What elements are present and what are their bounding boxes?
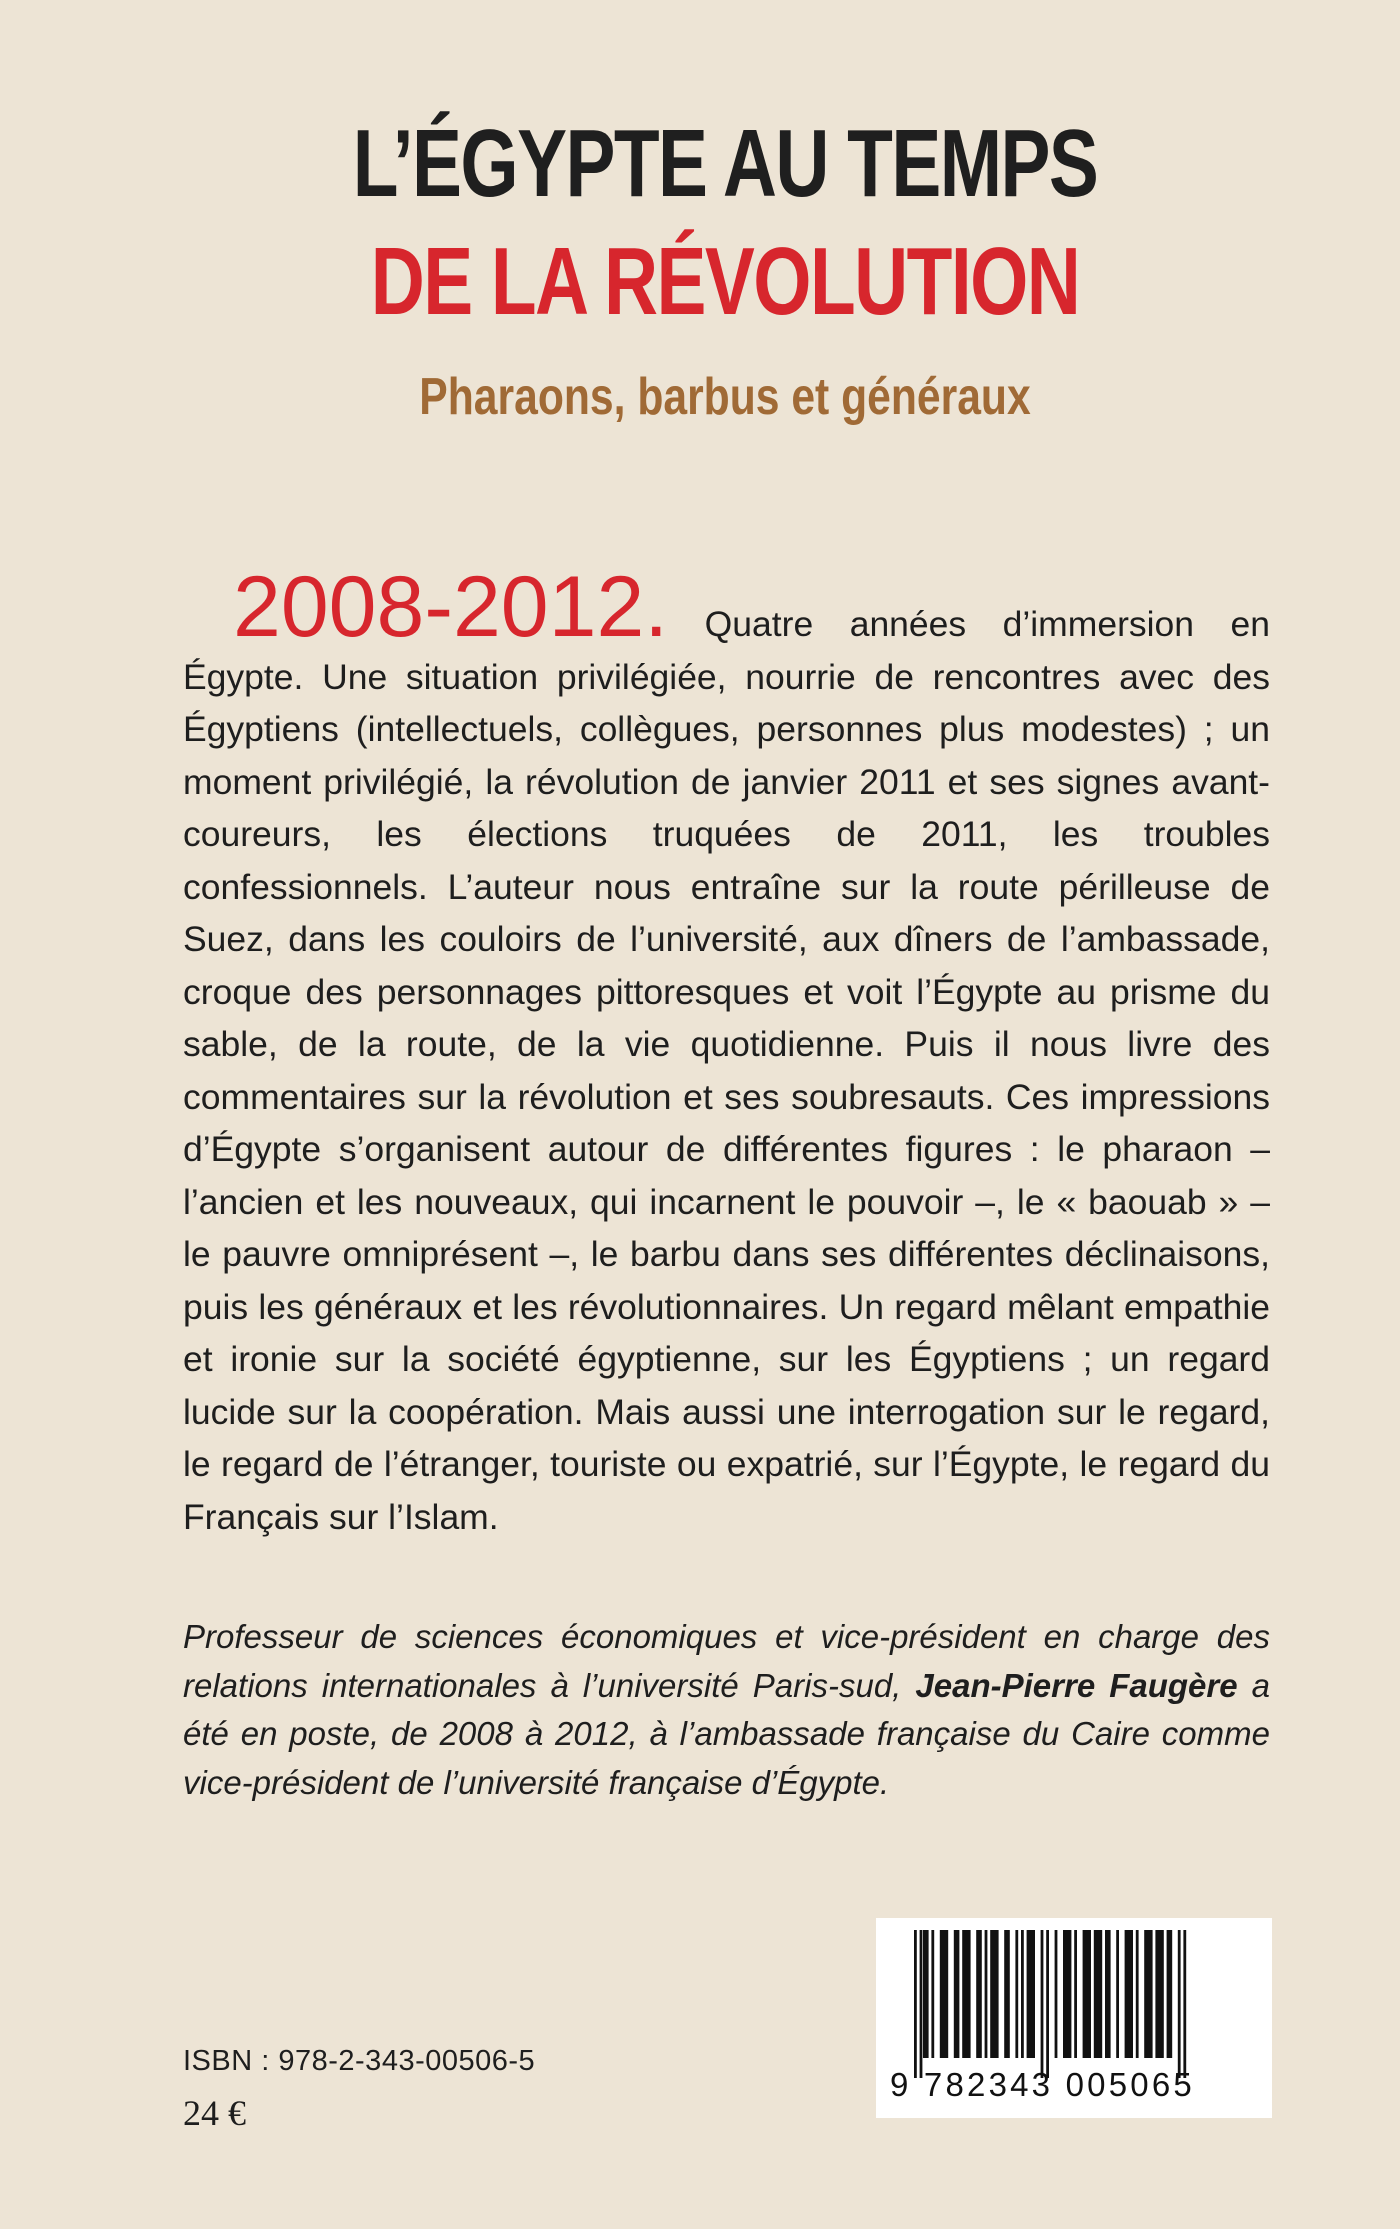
blurb-lead-year: 2008-2012. <box>233 559 669 655</box>
barcode-guard-bar <box>1183 1930 1186 2078</box>
barcode-bar <box>976 1930 982 2058</box>
barcode-guard-bar <box>914 1930 917 2078</box>
barcode-guard-bar <box>1178 1930 1181 2078</box>
author-bio <box>183 1613 1270 1807</box>
price: 24 € <box>183 2093 246 2133</box>
blurb-text: Quatre années d’immersion en Égypte. Une situation privilégiée, nourrie de rencontres avec des Égyptiens (intellectuels, collègues, personnes plus modestes) ; un moment privilégié, la révolution de janvier 2011 et ses signes avant-coureurs, les élections truquées de 2011, les troubles confessionnels. L’auteur nous entraîne sur la route périlleuse de Suez, dans les couloirs de l’université, aux dîners de l’ambassade, croque des personnages pittoresques et voit l’Égypte au prisme du sable, de la route, de la vie quotidienne. Puis il nous livre des commentaires sur la révolution et ses soubresauts. Ces impressions d’Égypte s’organisent autour de différentes figures : le pharaon – l’ancien et les nouveaux, qui incarnent le pouvoir –, le « baouab » – le pauvre omniprésent –, le barbu dans ses différentes déclinaisons, puis les généraux et les révolutionnaires. Un regard mêlant empathie et ironie sur la société égyptienne, sur les Égyptiens ; un regard lucide sur la coopération. Mais aussi une interrogation sur le regard, le regard de l’étranger, touriste ou expatrié, sur l’Égypte, le regard du Français sur l’Islam. <box>183 604 1270 1537</box>
author-name: Jean-Pierre Faugère <box>915 1666 1238 1704</box>
barcode-bar <box>1074 1930 1077 2058</box>
barcode-bar <box>923 1930 929 2058</box>
barcode-bar <box>1136 1930 1139 2058</box>
barcode-guard-bar <box>920 1930 923 2078</box>
barcode-bar <box>1155 1930 1163 2058</box>
barcode <box>876 1918 1272 2118</box>
barcode-bar <box>1004 1930 1010 2058</box>
bio-text-after: a été en poste, de 2008 à 2012, à l’ambassade française du Caire comme vice-président de l’université française d’Égypte. <box>183 1666 1270 1801</box>
book-subtitle: Pharaons, barbus et généraux <box>419 368 1031 426</box>
back-cover-blurb <box>183 559 1270 1543</box>
barcode-bar <box>931 1930 934 2058</box>
barcode-digits: 9 782343 005065 <box>890 2066 1195 2103</box>
barcode-bar <box>1116 1930 1119 2058</box>
barcode-bar <box>1055 1930 1058 2058</box>
barcode-bar <box>1125 1930 1133 2058</box>
barcode-guard-bar <box>1041 1930 1044 2078</box>
barcode-bar <box>1144 1930 1152 2058</box>
barcode-bar <box>1167 1930 1173 2058</box>
barcode-bar <box>1027 1930 1035 2058</box>
cover-title-block <box>0 105 1400 427</box>
barcode-bar <box>990 1930 998 2058</box>
isbn: ISBN : 978-2-343-00506-5 <box>183 2045 536 2077</box>
barcode-bar <box>1105 1930 1111 2058</box>
barcode-bar <box>1015 1930 1018 2058</box>
book-title-line1: L’ÉGYPTE AU TEMPS <box>352 110 1098 217</box>
barcode-bar <box>954 1930 960 2058</box>
bio-text-before: Professeur de sciences économiques et vice-président en charge des relations internationales à l’université Paris-sud, <box>183 1618 1270 1704</box>
barcode-bar <box>1083 1930 1091 2058</box>
book-title-line2: DE LA RÉVOLUTION <box>370 228 1080 335</box>
barcode-bar <box>1063 1930 1071 2058</box>
barcode-bar <box>1021 1930 1024 2058</box>
barcode-guard-bar <box>1046 1930 1049 2078</box>
barcode-bar <box>962 1930 970 2058</box>
barcode-bar <box>1094 1930 1102 2058</box>
barcode-bar <box>940 1930 948 2058</box>
barcode-bar <box>985 1930 988 2058</box>
